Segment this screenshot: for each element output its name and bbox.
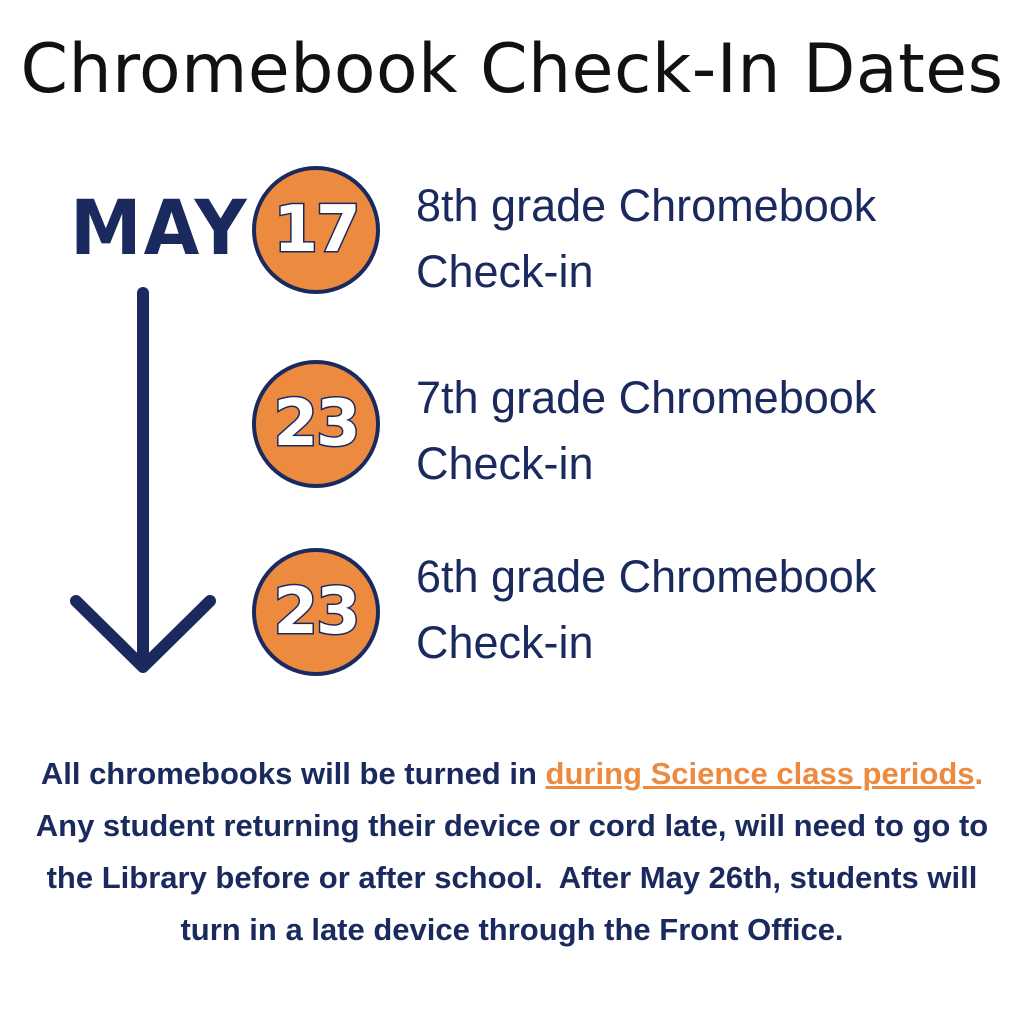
- event-title: 7th grade Chromebook: [416, 372, 877, 423]
- down-arrow-icon: [66, 285, 226, 685]
- info-paragraph: [30, 748, 1000, 956]
- event-subtitle: Check-in: [416, 617, 594, 668]
- date-badge-day: 23: [273, 575, 359, 649]
- date-badge-1: [252, 166, 380, 294]
- page-title: Chromebook Check-In Dates: [20, 30, 1004, 109]
- month-label: MAY: [70, 183, 249, 273]
- date-badge-3: [252, 548, 380, 676]
- event-title: 6th grade Chromebook: [416, 551, 877, 602]
- info-period: .: [974, 756, 984, 791]
- event-title: 8th grade Chromebook: [416, 180, 877, 231]
- info-rest: Any student returning their device or cord late, will need to go to the Library before or after school. After May 26th, students will turn in a late device through the Front Office.: [35, 756, 1000, 947]
- date-badge-day: 23: [273, 387, 359, 461]
- date-badge-day: 17: [273, 193, 359, 267]
- info-lead: All chromebooks will be turned in: [40, 756, 546, 791]
- event-2: [416, 365, 976, 497]
- date-badge-2: [252, 360, 380, 488]
- event-subtitle: Check-in: [416, 438, 594, 489]
- science-periods-link[interactable]: during Science class periods: [545, 756, 975, 791]
- event-1: [416, 173, 976, 305]
- event-3: [416, 544, 976, 676]
- event-subtitle: Check-in: [416, 246, 594, 297]
